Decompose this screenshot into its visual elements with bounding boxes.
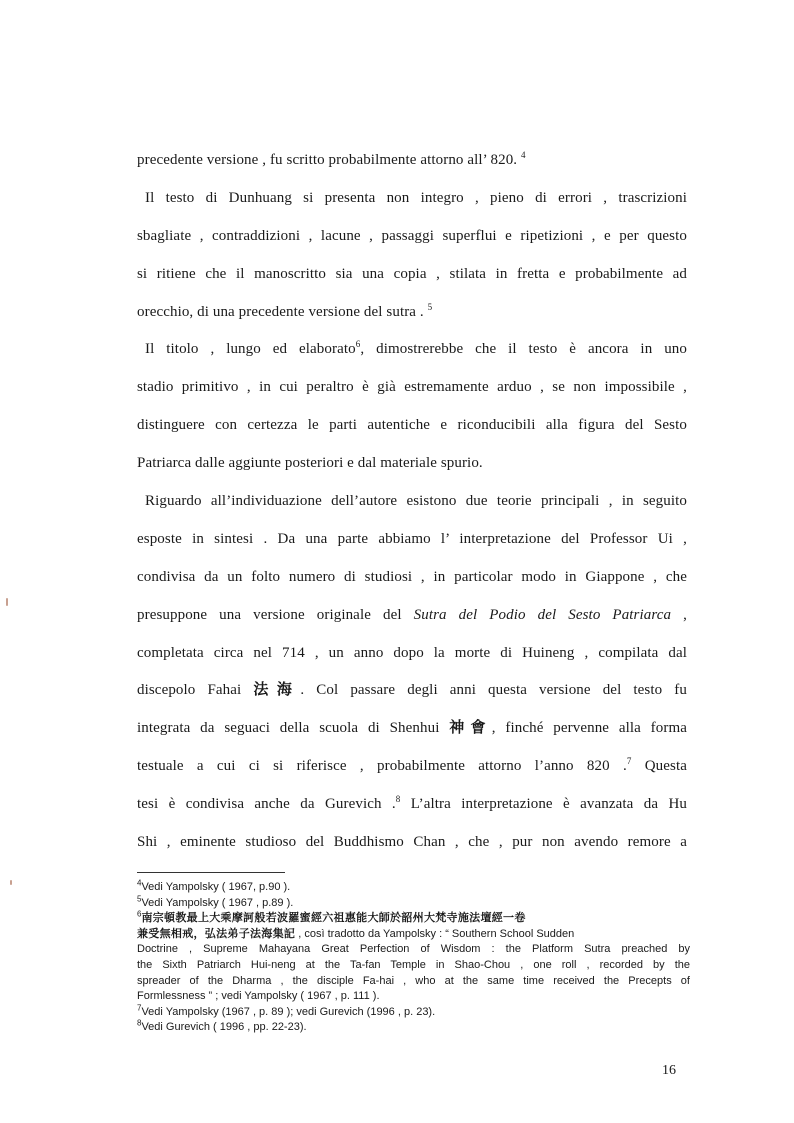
- cjk-title-line-1: 南宗頓教最上大乘摩訶般若波羅蜜經六祖惠能大師於韶州大梵寺施法壇經一卷: [141, 912, 526, 925]
- footnote-6-cont: Doctrine , Supreme Mahayana Great Perfection of Wisdom : the Platform Sutra preached by: [137, 943, 690, 956]
- footnote-ref: 4: [521, 150, 526, 160]
- footnote-6-cont: 兼受無相戒，弘法弟子法海集記 , così tradotto da Yampolsky : “ Southern School Sudden: [137, 927, 575, 940]
- paragraph-line: Shi , eminente studioso del Buddhismo Chan , che , pur non avendo remore a: [137, 834, 687, 851]
- paragraph-line: presuppone una versione originale del Sutra del Podio del Sesto Patriarca ,: [137, 606, 687, 623]
- footnote-ref: 5: [427, 301, 433, 312]
- footnote-ref: 8: [395, 794, 401, 805]
- footnote-separator: [137, 872, 285, 873]
- cjk-title-line-2: 兼受無相戒，弘法弟子法海集記: [137, 927, 296, 940]
- paragraph-line: stadio primitivo , in cui peraltro è già estremamente arduo , se non impossibile ,: [137, 379, 687, 396]
- footnote-7: $^7$Vedi Yampolsky (1967 , p. 89 ); vedi Gurevich (1996 , p. 23).: [137, 1003, 436, 1018]
- cjk-name-fahai: 法海: [253, 682, 301, 699]
- footnote-6-cont: the Sixth Patriarch Hui-neng at the Ta-fan Temple in Shao-Chou , one roll , recorded by the: [137, 958, 690, 971]
- paragraph-line: completata circa nel 714 , un anno dopo la morte di Huineng , compilata dal: [137, 644, 687, 661]
- scan-speck: [6, 598, 8, 606]
- paragraph-line: orecchio, di una precedente versione del sutra . $^5$: [137, 301, 433, 320]
- paragraph-line: tesi è condivisa anche da Gurevich .$^8$ L’altra interpretazione è avanzata da Hu: [137, 794, 687, 813]
- footnotes: [137, 880, 690, 1036]
- paragraph-line: discepolo Fahai 法海. Col passare degli anni questa versione del testo fu: [137, 682, 687, 699]
- body-text: [137, 142, 687, 862]
- paragraph-line: si ritiene che il manoscritto sia una copia , stilata in fretta e probabilmente ad: [137, 265, 687, 282]
- footnote-6-cont: Formlessness ” ; vedi Yampolsky ( 1967 , p. 111 ).: [137, 990, 380, 1003]
- paragraph-line: condivisa da un folto numero di studiosi , in particolar modo in Giappone , che: [137, 568, 687, 585]
- footnote-8: $^8$Vedi Gurevich ( 1996 , pp. 22-23).: [137, 1018, 307, 1034]
- paragraph-line: Patriarca dalle aggiunte posteriori e dal materiale spurio.: [137, 455, 483, 472]
- sutra-title: Sutra del Podio del Sesto Patriarca: [413, 606, 672, 623]
- paragraph-line: testuale a cui ci si riferisce , probabilmente attorno l’anno 820 .$^7$ Questa: [137, 756, 687, 775]
- paragraph-line: Riguardo all’individuazione dell’autore esistono due teorie principali , in seguito: [145, 493, 687, 510]
- footnote-ref: 7: [626, 756, 632, 767]
- paragraph-line: sbagliate , contraddizioni , lacune , passaggi superflui e ripetizioni , e per questo: [137, 227, 687, 244]
- paragraph-line: esposte in sintesi . Da una parte abbiamo l’ interpretazione del Professor Ui ,: [137, 530, 687, 547]
- footnote-5: $^5$Vedi Yampolsky ( 1967 , p.89 ).: [137, 893, 294, 909]
- paragraph-line: distinguere con certezza le parti autentiche e riconducibili alla figura del Sesto: [137, 417, 687, 434]
- cjk-name-shenhui: 神會: [449, 720, 492, 737]
- page-number: 16: [662, 1063, 676, 1078]
- footnote-4: $^4$Vedi Yampolsky ( 1967, p.90 ).: [137, 878, 291, 893]
- paragraph-line: Il titolo , lungo ed elaborato$^6$, dimostrerebbe che il testo è ancora in uno: [145, 339, 687, 358]
- paragraph-line: integrata da seguaci della scuola di Shenhui 神會, finché pervenne alla forma: [137, 720, 687, 737]
- paragraph-line: precedente versione , fu scritto probabilmente attorno all’ 820. $^4$: [137, 150, 526, 168]
- scan-speck: [10, 880, 12, 885]
- footnote-6: $^6$南宗頓教最上大乘摩訶般若波羅蜜經六祖惠能大師於韶州大梵寺施法壇經一卷: [137, 909, 526, 925]
- footnote-6-cont: spreader of the Dharma , the disciple Fa-hai , who at the same time received the Precepts of: [137, 974, 690, 987]
- paragraph-line: Il testo di Dunhuang si presenta non integro , pieno di errori , trascrizioni: [145, 189, 687, 206]
- footnote-ref: 6: [355, 339, 361, 350]
